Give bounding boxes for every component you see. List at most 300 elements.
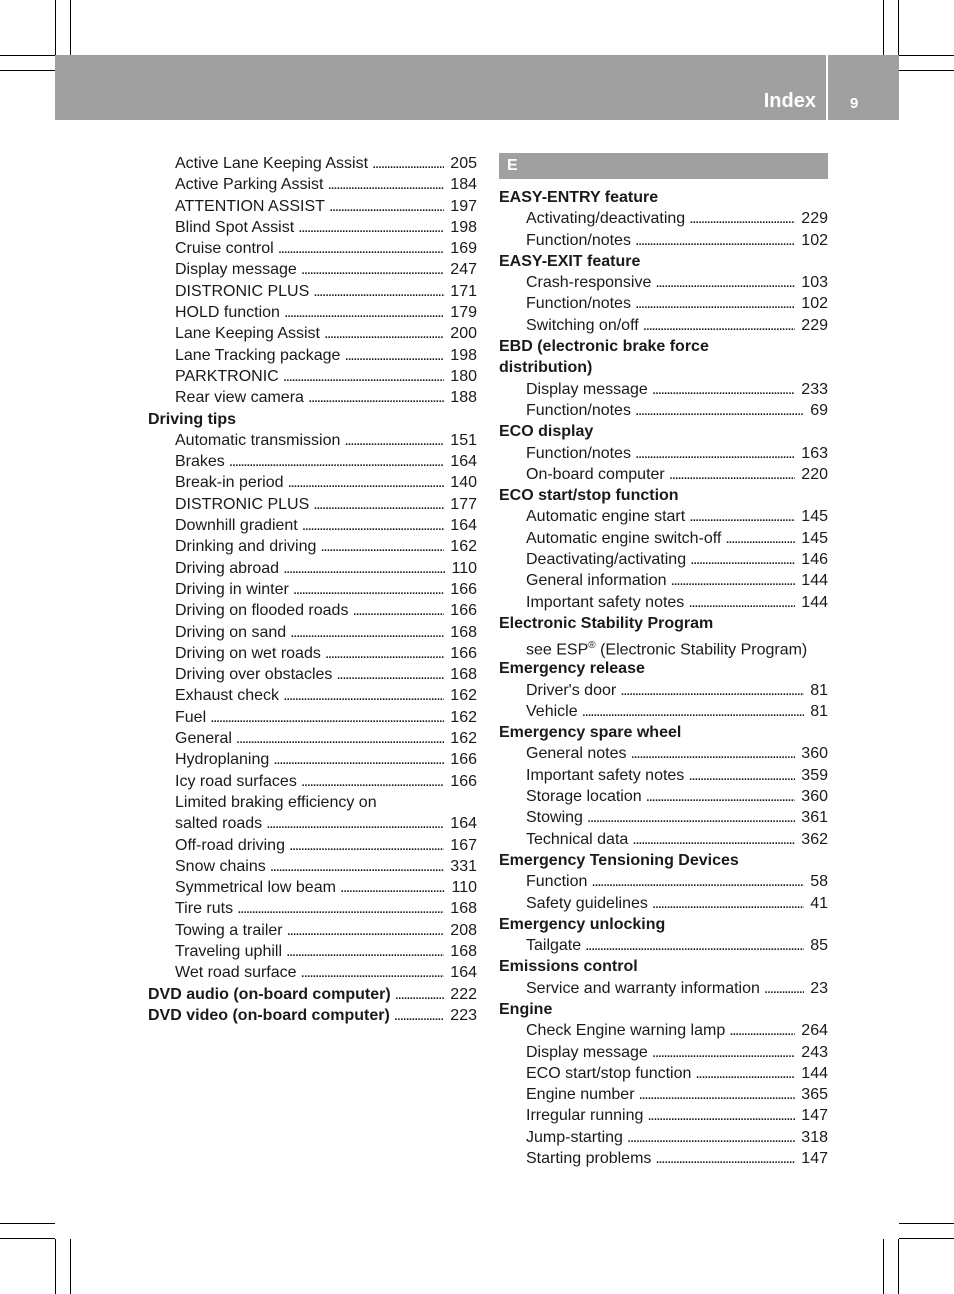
leader-dots: [689, 208, 795, 229]
leader-dots: [688, 592, 795, 613]
entry-label: Wet road surface: [175, 964, 297, 982]
index-subentry: [148, 771, 477, 792]
leader-dots: [655, 272, 795, 293]
entry-label: HOLD function: [175, 304, 280, 322]
entry-label: Hydroplaning: [175, 751, 270, 769]
page-ref: 145: [801, 508, 828, 526]
entry-label: Break-in period: [175, 474, 284, 492]
leader-dots: [639, 1084, 796, 1105]
index-subentry: [148, 962, 477, 983]
entry-label: Symmetrical low beam: [175, 879, 336, 897]
page-number: 9: [850, 95, 859, 112]
index-subentry: [499, 592, 828, 613]
index-subentry: [499, 528, 828, 549]
leader-dots: [336, 664, 444, 685]
index-subentry: [499, 935, 828, 956]
leader-dots: [620, 680, 804, 701]
leader-dots: [229, 451, 445, 472]
index-column-right: [499, 153, 828, 1169]
index-subentry: [499, 1148, 828, 1169]
entry-label: Off-road driving: [175, 836, 285, 854]
page-ref: 102: [801, 231, 828, 249]
see-text: see ESP: [526, 641, 589, 659]
leader-dots: [308, 387, 444, 408]
index-subentry: [148, 345, 477, 366]
leader-dots: [671, 570, 796, 591]
index-entry: [499, 187, 828, 208]
index-subentry: [148, 536, 477, 557]
page-ref: 331: [450, 857, 477, 875]
entry-label: ECO start/stop function: [499, 487, 679, 505]
index-entry: [499, 850, 828, 871]
entry-label: salted roads: [175, 815, 263, 833]
leader-dots: [635, 400, 804, 421]
index-subentry: [499, 743, 828, 764]
registered-mark: ®: [588, 640, 596, 652]
page-ref: 144: [801, 593, 828, 611]
leader-dots: [290, 622, 444, 643]
index-subentry: [148, 153, 477, 174]
page-ref: 169: [450, 240, 477, 258]
page-ref: 164: [450, 815, 477, 833]
entry-label: ECO display: [499, 423, 594, 441]
index-entry: [499, 357, 828, 378]
leader-dots: [652, 893, 804, 914]
page-ref: 198: [450, 346, 477, 364]
page-ref: 81: [810, 702, 828, 720]
index-subentry: [499, 765, 828, 786]
crop-mark: [0, 1223, 55, 1224]
page-ref: 220: [801, 465, 828, 483]
leader-dots: [689, 506, 795, 527]
leader-dots: [283, 558, 445, 579]
crop-mark: [898, 0, 899, 55]
leader-dots: [270, 856, 445, 877]
index-subentry: [148, 430, 477, 451]
index-subentry: [499, 272, 828, 293]
page-ref: 362: [801, 830, 828, 848]
index-subentry: [148, 259, 477, 280]
page-ref: 166: [450, 602, 477, 620]
page-ref: 41: [810, 894, 828, 912]
page-ref: 146: [801, 551, 828, 569]
entry-label: Function: [526, 873, 588, 891]
entry-label: Function/notes: [526, 295, 631, 313]
leader-dots: [655, 1148, 795, 1169]
crop-mark: [883, 0, 884, 55]
index-subentry: [499, 443, 828, 464]
index-subentry: [499, 680, 828, 701]
leader-dots: [340, 877, 446, 898]
index-entry-list: [499, 187, 828, 1169]
crop-mark: [70, 0, 71, 55]
entry-label: Check Engine warning lamp: [526, 1022, 726, 1040]
crop-mark: [0, 1238, 55, 1239]
leader-dots: [325, 643, 444, 664]
entry-label: Deactivating/activating: [526, 551, 687, 569]
page-ref: 162: [450, 708, 477, 726]
entry-label: ATTENTION ASSIST: [175, 197, 325, 215]
leader-dots: [585, 935, 804, 956]
index-subentry: [148, 558, 477, 579]
page-ref: 110: [451, 559, 477, 577]
index-subentry: [148, 600, 477, 621]
index-entry: [148, 984, 477, 1005]
index-entry: [499, 658, 828, 679]
entry-label: Stowing: [526, 809, 583, 827]
entry-label: distribution): [499, 359, 593, 377]
entry-label: Driving on sand: [175, 623, 287, 641]
leader-dots: [372, 153, 444, 174]
index-subentry: [148, 387, 477, 408]
index-subentry: [148, 941, 477, 962]
entry-label: Driving in winter: [175, 580, 289, 598]
index-subentry: [148, 494, 477, 515]
page-ref: 247: [450, 261, 477, 279]
page-ref: 168: [450, 666, 477, 684]
index-subentry: [499, 400, 828, 421]
entry-label: Technical data: [526, 830, 629, 848]
index-entry: [499, 251, 828, 272]
leader-dots: [320, 536, 444, 557]
entry-label: Driving on wet roads: [175, 644, 321, 662]
index-entry: [499, 485, 828, 506]
leader-dots: [635, 230, 795, 251]
page-ref: 318: [801, 1128, 828, 1146]
crop-mark: [899, 1238, 954, 1239]
page-ref: 229: [801, 316, 828, 334]
index-subentry: [148, 749, 477, 770]
leader-dots: [266, 813, 444, 834]
leader-dots: [273, 749, 444, 770]
index-subentry: [499, 786, 828, 807]
leader-dots: [690, 549, 795, 570]
page-ref: 166: [450, 751, 477, 769]
index-subentry: [499, 829, 828, 850]
page-ref: 145: [801, 529, 828, 547]
entry-label: Function/notes: [526, 231, 631, 249]
leader-dots: [288, 472, 445, 493]
crop-mark: [70, 1239, 71, 1294]
leader-dots: [283, 366, 445, 387]
entry-label: On-board computer: [526, 465, 665, 483]
index-subentry: [148, 451, 477, 472]
entry-label: Emergency spare wheel: [499, 724, 682, 742]
index-subentry: [148, 664, 477, 685]
entry-label: Electronic Stability Program: [499, 614, 714, 632]
index-subentry: [148, 643, 477, 664]
page-ref: 144: [801, 572, 828, 590]
index-subentry: [148, 622, 477, 643]
entry-label: Emergency unlocking: [499, 915, 666, 933]
leader-dots: [635, 293, 795, 314]
leader-dots: [632, 829, 795, 850]
index-subentry: [499, 293, 828, 314]
entry-label: Downhill gradient: [175, 517, 298, 535]
index-entry: [499, 722, 828, 743]
entry-label: EASY-ENTRY feature: [499, 189, 659, 206]
entry-label: Emergency Tensioning Devices: [499, 851, 739, 869]
leader-dots: [329, 196, 444, 217]
entry-label: Activating/deactivating: [526, 210, 686, 228]
entry-label: Important safety notes: [526, 593, 685, 611]
entry-label: Irregular running: [526, 1107, 644, 1125]
entry-label: Important safety notes: [526, 766, 685, 784]
entry-label: Service and warranty information: [526, 979, 760, 997]
page-ref: 162: [450, 730, 477, 748]
index-entry: [499, 956, 828, 977]
page-ref: 102: [801, 295, 828, 313]
page-ref: 179: [450, 304, 477, 322]
entry-label: Active Parking Assist: [175, 176, 324, 194]
index-subentry: [148, 877, 477, 898]
leader-dots: [587, 807, 795, 828]
page-ref: 110: [451, 879, 477, 897]
page-ref: 163: [801, 444, 828, 462]
page-ref: 223: [450, 1006, 477, 1024]
page-ref: 81: [810, 681, 828, 699]
page-ref: 171: [450, 282, 477, 300]
entry-label: ECO start/stop function: [526, 1064, 692, 1082]
index-subentry: [499, 1042, 828, 1063]
index-subentry: [499, 978, 828, 999]
leader-dots: [324, 323, 444, 344]
index-subentry: [148, 579, 477, 600]
index-subentry: [148, 472, 477, 493]
entry-label: Driving tips: [148, 410, 237, 428]
page-ref: 180: [450, 367, 477, 385]
index-subentry: [499, 464, 828, 485]
crop-mark: [0, 55, 55, 56]
entry-label: Lane Keeping Assist: [175, 325, 320, 343]
page-ref: 243: [801, 1043, 828, 1061]
page-ref: 166: [450, 644, 477, 662]
index-entry: [499, 336, 828, 357]
page-ref: 151: [450, 431, 477, 449]
index-subentry: [499, 1084, 828, 1105]
entry-label: Lane Tracking package: [175, 346, 341, 364]
leader-dots: [652, 1042, 795, 1063]
entry-label: Automatic engine start: [526, 508, 686, 526]
page-ref: 164: [450, 453, 477, 471]
leader-dots: [646, 786, 796, 807]
leader-dots: [647, 1105, 795, 1126]
leader-dots: [764, 978, 804, 999]
leader-dots: [652, 379, 795, 400]
crop-mark: [883, 1239, 884, 1294]
index-subentry: [148, 174, 477, 195]
index-subentry: [499, 506, 828, 527]
index-entry: [499, 613, 828, 634]
page-ref: 144: [801, 1064, 828, 1082]
entry-label: General notes: [526, 745, 627, 763]
entry-label: Automatic transmission: [175, 431, 341, 449]
leader-dots: [352, 600, 444, 621]
entry-label: Tailgate: [526, 937, 582, 955]
page-ref: 164: [450, 964, 477, 982]
entry-label: Towing a trailer: [175, 921, 283, 939]
page-ref: 168: [450, 900, 477, 918]
page-ref: 360: [801, 745, 828, 763]
page-ref: 162: [450, 538, 477, 556]
index-subentry: [148, 685, 477, 706]
page-ref: 365: [801, 1086, 828, 1104]
index-entry: [148, 1005, 477, 1026]
index-subentry: [148, 728, 477, 749]
entry-label: Driving over obstacles: [175, 666, 333, 684]
page-ref: 147: [801, 1107, 828, 1125]
index-subentry: [148, 196, 477, 217]
index-subentry: [148, 302, 477, 323]
index-subentry: [148, 920, 477, 941]
index-subentry: [148, 238, 477, 259]
index-subentry: [499, 1063, 828, 1084]
section-letter-bar: E: [499, 153, 828, 179]
index-subentry: [499, 807, 828, 828]
index-subentry: [499, 549, 828, 570]
page-ref: 229: [801, 210, 828, 228]
page-ref: 164: [450, 517, 477, 535]
leader-dots: [394, 1005, 445, 1026]
leader-dots: [289, 835, 444, 856]
index-subentry: [148, 366, 477, 387]
entry-label: EBD (electronic brake force: [499, 338, 709, 356]
index-subentry: [499, 1105, 828, 1126]
page-ref: 140: [450, 474, 477, 492]
page-ref: 205: [450, 155, 477, 172]
leader-dots: [729, 1020, 795, 1041]
entry-label: General information: [526, 572, 667, 590]
leader-dots: [695, 1063, 795, 1084]
leader-dots: [582, 701, 805, 722]
page-ref: 359: [801, 766, 828, 784]
leader-dots: [631, 743, 796, 764]
entry-label: Engine number: [526, 1086, 635, 1104]
index-subentry: [148, 281, 477, 302]
index-subentry: [499, 315, 828, 336]
leader-dots: [313, 281, 444, 302]
leader-dots: [236, 728, 444, 749]
entry-label: DISTRONIC PLUS: [175, 282, 310, 300]
entry-label: Snow chains: [175, 857, 266, 875]
index-subentry: [148, 856, 477, 877]
page-ref: 168: [450, 623, 477, 641]
index-column-left: [148, 153, 477, 1026]
entry-label: Engine: [499, 1000, 553, 1018]
leader-dots: [635, 443, 795, 464]
index-entry: [148, 409, 477, 430]
leader-dots: [286, 941, 444, 962]
index-subentry: [148, 707, 477, 728]
index-subentry: [499, 871, 828, 892]
crop-mark: [898, 1239, 899, 1294]
entry-label: Function/notes: [526, 401, 631, 419]
entry-label: Blind Spot Assist: [175, 218, 295, 236]
entry-label: Switching on/off: [526, 316, 639, 334]
entry-label: Emissions control: [499, 958, 638, 976]
crop-mark: [899, 55, 954, 56]
entry-label: DVD video (on-board computer): [148, 1006, 390, 1024]
index-subentry: [148, 217, 477, 238]
entry-label: Limited braking efficiency on: [175, 793, 377, 811]
crop-mark: [899, 70, 954, 71]
page-ref: 198: [450, 218, 477, 236]
leader-dots: [302, 515, 445, 536]
entry-label: Display message: [175, 261, 297, 279]
page-ref: 208: [450, 921, 477, 939]
page-ref: 360: [801, 788, 828, 806]
page-ref: 168: [450, 942, 477, 960]
page-ref: 222: [450, 985, 477, 1003]
index-subentry: [499, 379, 828, 400]
page-ref: 85: [810, 937, 828, 955]
page-ref: 23: [810, 979, 828, 997]
entry-label: Driver's door: [526, 681, 617, 699]
index-subentry: [499, 893, 828, 914]
entry-label: Tire ruts: [175, 900, 234, 918]
entry-label: Rear view camera: [175, 389, 304, 407]
page-ref: 184: [450, 176, 477, 194]
entry-label: DVD audio (on-board computer): [148, 985, 391, 1003]
leader-dots: [627, 1127, 795, 1148]
index-entry: [499, 999, 828, 1020]
crop-mark: [899, 1223, 954, 1224]
entry-label: DISTRONIC PLUS: [175, 495, 310, 513]
leader-dots: [298, 217, 444, 238]
see-reference: [499, 634, 828, 658]
index-subentry: [148, 323, 477, 344]
index-subentry: [499, 570, 828, 591]
entry-label: Automatic engine switch-off: [526, 529, 722, 547]
page-ref: 166: [450, 580, 477, 598]
leader-dots: [328, 174, 445, 195]
entry-label: Display message: [526, 380, 648, 398]
page-ref: 177: [450, 495, 477, 513]
entry-label: EASY-EXIT feature: [499, 252, 641, 270]
page-title: Index: [763, 90, 816, 112]
entry-label: Fuel: [175, 708, 207, 726]
index-subentry: [499, 230, 828, 251]
leader-dots: [725, 528, 795, 549]
entry-label: Driving on flooded roads: [175, 602, 349, 620]
entry-label: Cruise control: [175, 240, 274, 258]
index-subentry: [499, 208, 828, 229]
page-ref: 166: [450, 772, 477, 790]
index-subentry: [148, 792, 477, 813]
page-ref: 147: [801, 1150, 828, 1168]
entry-label: Crash-responsive: [526, 274, 652, 292]
page-ref: 188: [450, 389, 477, 407]
entry-label: Active Lane Keeping Assist: [175, 155, 369, 172]
entry-label: Drinking and driving: [175, 538, 317, 556]
page-ref: 233: [801, 380, 828, 398]
crop-mark: [55, 0, 56, 55]
index-subentry: [499, 1127, 828, 1148]
page-ref: 162: [450, 687, 477, 705]
page-ref: 361: [801, 809, 828, 827]
index-subentry: [148, 835, 477, 856]
entry-label: Starting problems: [526, 1150, 652, 1168]
index-subentry: [148, 515, 477, 536]
leader-dots: [287, 920, 445, 941]
page-ref: 58: [810, 873, 828, 891]
leader-dots: [278, 238, 445, 259]
index-entry: [499, 914, 828, 935]
entry-label: Traveling uphill: [175, 942, 283, 960]
entry-label: Jump-starting: [526, 1128, 623, 1146]
page-ref: 167: [450, 836, 477, 854]
leader-dots: [284, 302, 444, 323]
